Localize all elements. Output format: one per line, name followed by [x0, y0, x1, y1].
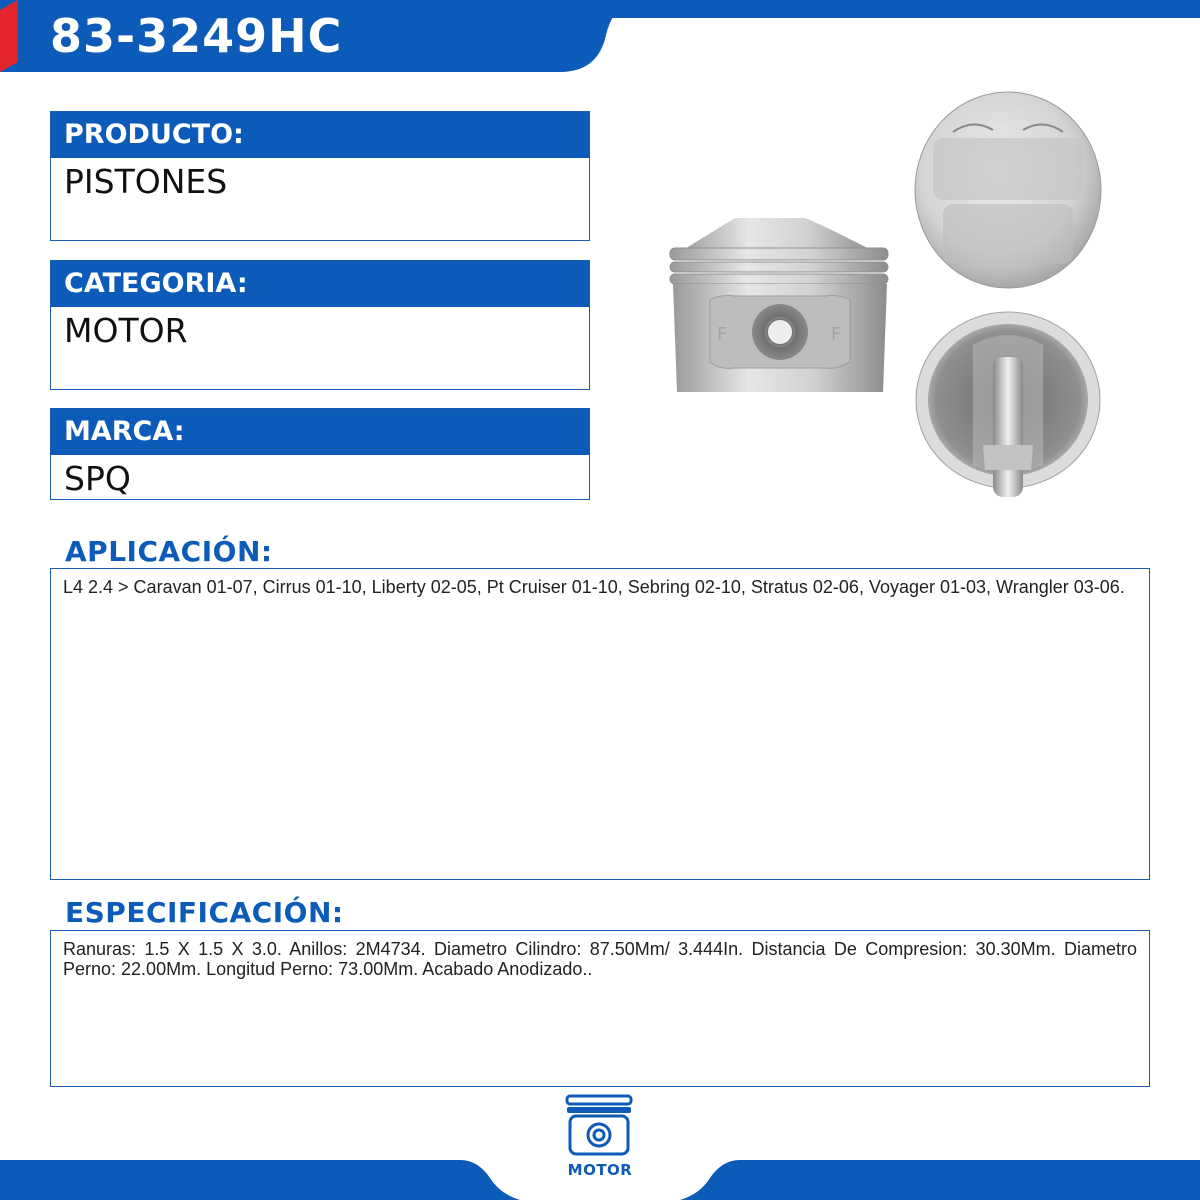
piston-side-image [665, 212, 895, 397]
producto-label: PRODUCTO: [51, 112, 589, 158]
aplicacion-box [50, 568, 1150, 880]
product-code-title: 83-3249HC [50, 9, 343, 63]
svg-text:F: F [831, 324, 842, 345]
especificacion-heading: ESPECIFICACIÓN: [65, 896, 344, 929]
especificacion-text: Ranuras: 1.5 X 1.5 X 3.0. Anillos: 2M4734. Diametro Cilindro: 87.50Mm/ 3.444In. Distancia De Compresion: 30.30Mm. Diametro Perno: 22.00Mm. Longitud Perno: 73.00Mm. Acabado Anodizado.. [63, 939, 1137, 979]
producto-value: PISTONES [64, 162, 228, 201]
producto-field [50, 111, 590, 241]
aplicacion-heading: APLICACIÓN: [65, 535, 273, 568]
categoria-value: MOTOR [64, 311, 188, 350]
marca-field [50, 408, 590, 500]
marca-label: MARCA: [51, 409, 589, 455]
aplicacion-text: L4 2.4 > Caravan 01-07, Cirrus 01-10, Liberty 02-05, Pt Cruiser 01-10, Sebring 02-10, Stratus 02-06, Voyager 01-03, Wrangler 03-06. [63, 577, 1125, 597]
marca-value: SPQ [64, 459, 131, 498]
svg-text:F: F [717, 324, 728, 345]
footer-category-label: MOTOR [567, 1161, 633, 1179]
categoria-label: CATEGORIA: [51, 261, 589, 307]
piston-top-image [913, 90, 1103, 290]
especificacion-box [50, 930, 1150, 1087]
categoria-field [50, 260, 590, 390]
piston-bottom-image [913, 305, 1103, 505]
piston-icon [562, 1092, 636, 1158]
